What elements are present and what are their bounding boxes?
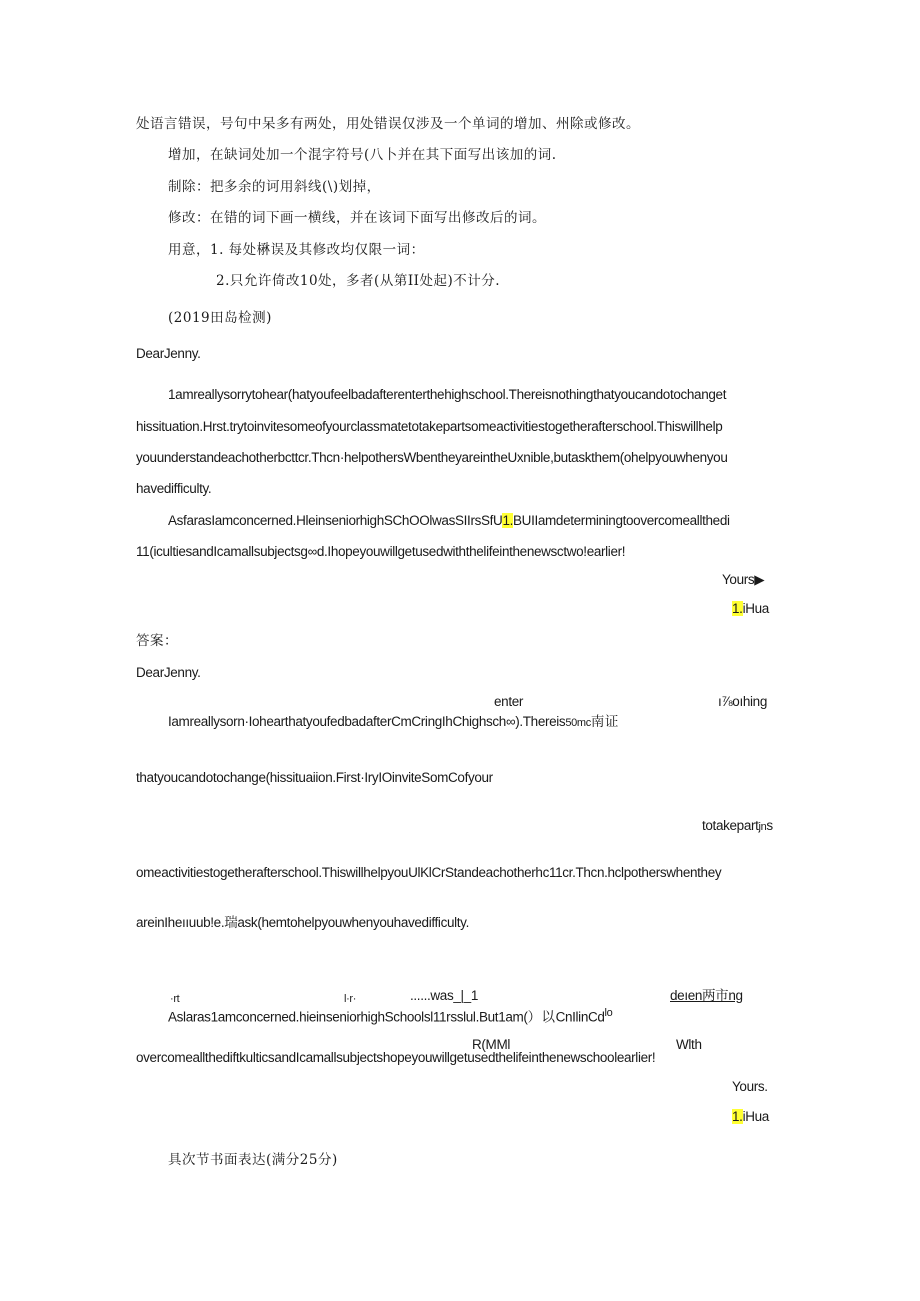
answer-text: 50mc xyxy=(565,717,591,729)
correction-text: jn xyxy=(758,821,767,833)
section-heading: 具次节书面表达(满分25分) xyxy=(168,1152,338,1168)
answer-text: IhChighsch∞).Thereis xyxy=(441,714,566,729)
instruction-line: 处语言错误，号句中呆多有两处，用处错误仅涉及一个单词的增加、州除或修改。 xyxy=(136,116,640,132)
answer-text: Aslaras1amconcerned.hieinseniorhighSchoolsl11rsslul.But1am( xyxy=(168,1009,528,1025)
highlight-mark: 1. xyxy=(502,513,514,528)
answer-greeting: DearJenny. xyxy=(136,665,201,680)
answer-text: Iamreallysorn·Iohearthatyoufedbadafter xyxy=(168,714,392,729)
answer-signature xyxy=(732,1108,769,1126)
signature-name: iHua xyxy=(742,1109,769,1124)
answer-line xyxy=(168,713,619,732)
correction-mark: ·rt xyxy=(170,993,180,1005)
answer-text: ）以 xyxy=(527,1009,556,1026)
correction-text: totakepart xyxy=(702,818,759,833)
answer-title: 答案： xyxy=(136,633,178,649)
letter-greeting: DearJenny. xyxy=(136,346,201,361)
letter-signature xyxy=(732,600,769,618)
answer-line: overcomeallthediftkulticsandIcamallsubjectshopeyouwillgetusedthelifeinthenewschoolearlier! xyxy=(136,1050,656,1065)
correction-word: R(MMl xyxy=(472,1037,510,1052)
answer-text: lo xyxy=(604,1007,613,1019)
answer-text: 南证 xyxy=(590,714,619,730)
correction-word: ......was_|_1 xyxy=(410,988,478,1003)
answer-line: areinIheııuub!e.瑞ask(hemtohelpyouwhenyouhavedifficulty. xyxy=(136,915,469,930)
correction-word: ı⅞oıhing xyxy=(718,694,767,709)
correction-word: deıen两市ng xyxy=(670,988,743,1003)
instruction-note-1: 用意，1. 每处楙误及其修改均仅限一词： xyxy=(168,242,425,258)
struck-word: CmCring xyxy=(391,714,442,729)
instruction-delete: 制除：把多余的诃用斜线(\)划掉， xyxy=(168,179,381,195)
letter-p2-text: BUIIamdeterminingtoovercomeallthedi xyxy=(513,513,730,528)
answer-line: thatyoucandotochange(hissituaiion.First·IryIOinviteSomCofyour xyxy=(136,770,493,785)
letter-p1-line: 1amreallysorrytohear(hatyoufeelbadafterenterthehighschool.Thereisnothingthatyoucandotochanget xyxy=(168,387,727,402)
letter-p1-line: youunderstandeachotherbcttcr.Thcn·helpothersWbentheyareintheUxnible,butaskthem(ohelpyouwhenyou xyxy=(136,450,728,465)
letter-p1-line: hissituation.Hrst.trytoinvitesomeofyourclassmatetotakepartsomeactivitiestogetherafterschool.Thiswillhelp xyxy=(136,419,723,434)
correction-text: s xyxy=(766,818,773,833)
instruction-modify: 修改：在错的词下画一横线，并在该词下面写出修改后的词。 xyxy=(168,210,546,226)
highlight-mark: 1. xyxy=(732,601,743,616)
signature-name: iHua xyxy=(742,601,769,616)
answer-text: CnIlinCd xyxy=(555,1009,605,1025)
answer-line: omeactivitiestogetherafterschool.ThiswillhelpyouUlKlCrStandeachotherhc11cr.Thcn.hclpotherswhenthey xyxy=(136,865,722,880)
letter-p2-line: 11(icultiesandIcamallsubjectsg∞d.Ihopeyouwillgetusedwiththelifeinthenewsctwo!earlier! xyxy=(136,544,626,559)
letter-closing: Yours▶ xyxy=(722,572,765,587)
highlight-mark: 1. xyxy=(732,1109,743,1124)
correction-word: enter xyxy=(494,694,524,709)
instruction-note-2: 2.只允许倚改10处，多者(从第II处起)不计分. xyxy=(216,273,501,289)
correction-mark: l·r· xyxy=(344,993,357,1005)
answer-line xyxy=(168,1004,612,1027)
correction-word xyxy=(702,817,773,836)
letter-p1-line: havedifficulty. xyxy=(136,481,212,496)
letter-p2-line xyxy=(168,512,730,530)
instruction-add: 增加，在缺词处加一个混字符号(八卜并在其下面写出该加的词. xyxy=(168,147,557,163)
answer-closing: Yours. xyxy=(732,1079,768,1094)
correction-word: Wlth xyxy=(676,1037,702,1052)
letter-p2-text: AsfarasIamconcerned.HleinseniorhighSChOOlwasSIIrsSfU xyxy=(168,513,503,528)
source-label: (2019田岛检测) xyxy=(168,310,272,326)
